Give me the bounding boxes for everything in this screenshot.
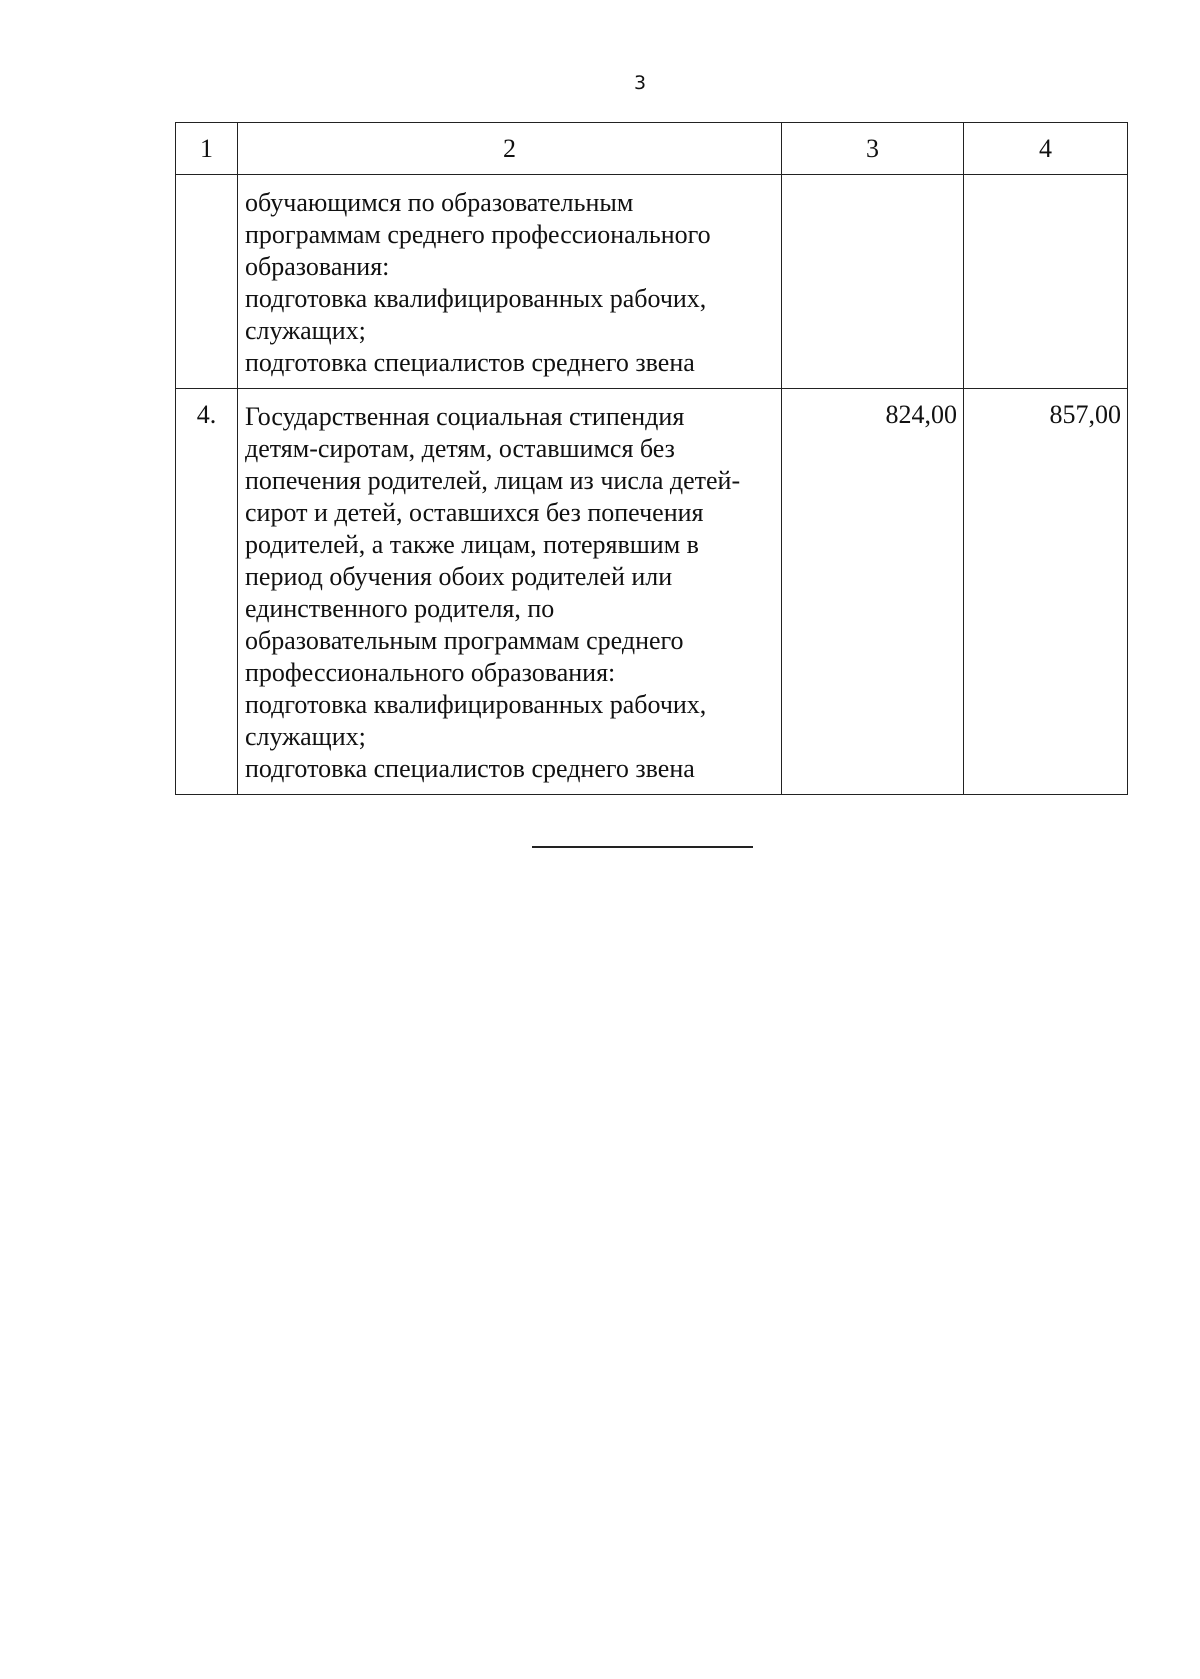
description-line: служащих; xyxy=(245,722,366,751)
description-line: подготовка квалифицированных рабочих, xyxy=(245,690,707,719)
header-cell-1: 1 xyxy=(176,123,238,175)
description-line: единственного родителя, по xyxy=(245,594,555,623)
description-line: подготовка квалифицированных рабочих, xyxy=(245,284,707,313)
description-line: попечения родителей, лицам из числа детей- xyxy=(245,466,741,495)
row-description xyxy=(238,175,782,389)
row-number: 4. xyxy=(176,389,238,795)
description-line: период обучения обоих родителей или xyxy=(245,562,673,591)
description-line: подготовка специалистов среднего звена xyxy=(245,348,695,377)
row-description xyxy=(238,389,782,795)
description-line: сирот и детей, оставшихся без попечения xyxy=(245,498,704,527)
end-of-document-rule xyxy=(532,846,753,848)
description-line: служащих; xyxy=(245,316,366,345)
description-line: подготовка специалистов среднего звена xyxy=(245,754,695,783)
description-line: Государственная социальная стипендия xyxy=(245,402,685,431)
header-cell-4: 4 xyxy=(964,123,1128,175)
row-value-col4 xyxy=(964,175,1128,389)
table-row xyxy=(176,175,1128,389)
page-number: 3 xyxy=(633,72,647,94)
row-value-col3 xyxy=(782,175,964,389)
description-line: родителей, а также лицам, потерявшим в xyxy=(245,530,699,559)
description-line: профессионального образования: xyxy=(245,658,616,687)
table-header-row xyxy=(176,123,1128,175)
description-line: детям-сиротам, детям, оставшимся без xyxy=(245,434,675,463)
stipend-table xyxy=(175,122,1128,795)
row-value-col3: 824,00 xyxy=(782,389,964,795)
row-value-col4: 857,00 xyxy=(964,389,1128,795)
description-line: программам среднего профессионального xyxy=(245,220,711,249)
description-line: образования: xyxy=(245,252,390,281)
row-number xyxy=(176,175,238,389)
table-row xyxy=(176,389,1128,795)
header-cell-2: 2 xyxy=(238,123,782,175)
header-cell-3: 3 xyxy=(782,123,964,175)
description-line: обучающимся по образовательным xyxy=(245,188,634,217)
description-line: образовательным программам среднего xyxy=(245,626,684,655)
